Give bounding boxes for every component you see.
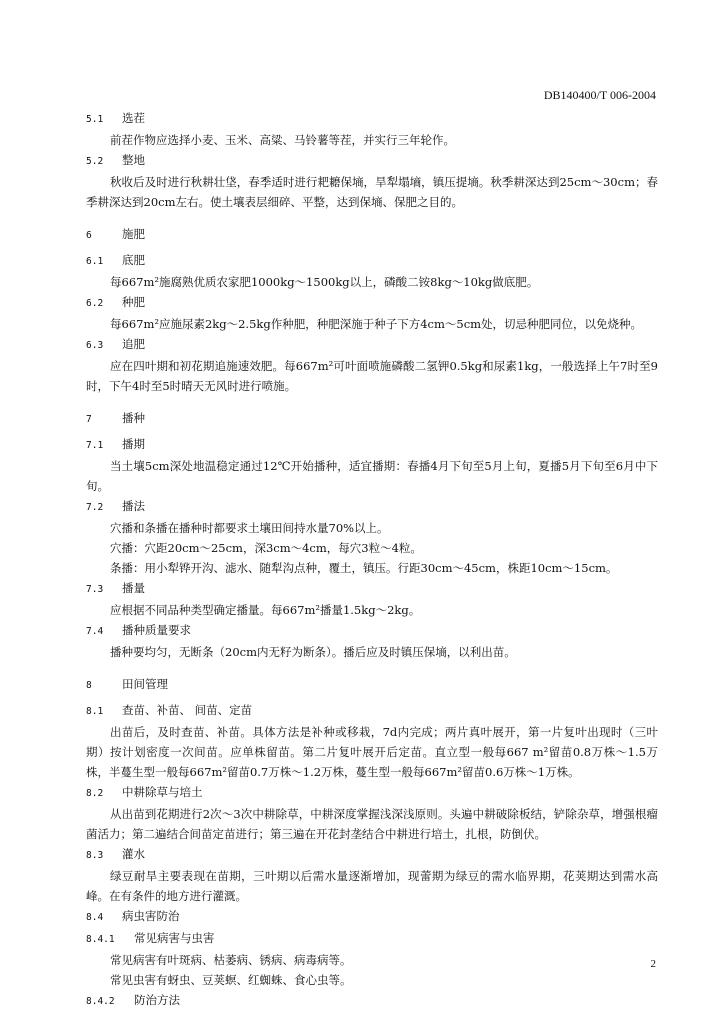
section-number: 7.3 xyxy=(86,584,104,595)
section-heading xyxy=(86,250,658,272)
paragraph: 应根据不同品种类型确定播量。每667m²播量1.5kg～2kg。 xyxy=(110,603,421,617)
section xyxy=(86,496,658,578)
section-number: 8.4.2 xyxy=(86,996,115,1007)
section xyxy=(86,150,658,212)
paragraph: 秋收后及时进行秋耕壮垡，春季适时进行耙耱保墒，旱犁塌墒，镇压提墒。秋季耕深达到25cm～30cm；春季耕深达到20cm左右。使土壤表层细碎、平整，达到保墒、保肥之目的。 xyxy=(86,175,658,209)
section xyxy=(86,292,658,334)
section-title: 追肥 xyxy=(122,337,145,351)
section xyxy=(86,408,658,430)
section-title: 查苗、补苗、 间苗、定苗 xyxy=(122,703,253,717)
paragraph: 当土壤5cm深处地温稳定通过12℃开始播种，适宜播期：春播4月下旬至5月上旬，夏播5月下旬至6月中下旬。 xyxy=(86,459,658,493)
section xyxy=(86,108,658,150)
section xyxy=(86,782,658,844)
section-heading xyxy=(86,108,658,130)
paragraph: 绿豆耐旱主要表现在苗期，三叶期以后需水量逐渐增加，现蕾期为绿豆的需水临界期，花荚期达到需水高峰。在有条件的地方进行灌溉。 xyxy=(86,869,658,903)
section-heading xyxy=(86,224,658,246)
section xyxy=(86,620,658,662)
section-heading xyxy=(86,334,658,356)
section-number: 6.3 xyxy=(86,340,104,351)
section-number: 7.4 xyxy=(86,626,104,637)
section-title: 施肥 xyxy=(122,227,145,241)
section-heading xyxy=(86,578,658,600)
section xyxy=(86,334,658,396)
paragraph: 应在四叶期和初花期追施速效肥。每667m²可叶面喷施磷酸二氢钾0.5kg和尿素1kg，一般选择上午7时至9时，下午4时至5时晴天无风时进行喷施。 xyxy=(86,359,658,393)
section-title: 田间管理 xyxy=(122,677,168,691)
section-number: 8.2 xyxy=(86,788,104,799)
paragraph: 前茬作物应选择小麦、玉米、高粱、马铃薯等茬，并实行三年轮作。 xyxy=(110,133,455,147)
section-title: 播种质量要求 xyxy=(122,623,191,637)
section xyxy=(86,700,658,782)
section-title: 播期 xyxy=(122,437,145,451)
section-title: 选茬 xyxy=(122,111,145,125)
section-title: 整地 xyxy=(122,153,145,167)
section-number: 6.1 xyxy=(86,256,104,267)
section-number: 5.2 xyxy=(86,156,104,167)
paragraph: 穴播和条播在播种时都要求土壤田间持水量70%以上。 xyxy=(110,521,389,535)
section-number: 8.1 xyxy=(86,706,104,717)
section-number: 6 xyxy=(86,230,92,241)
paragraph: 从出苗到花期进行2次～3次中耕除草，中耕深度掌握浅深浅原则。头遍中耕破除板结，铲除杂草，增强根瘤菌活力；第二遍结合间苗定苗进行；第三遍在开花封垄结合中耕进行培土，扎根，防倒伏。 xyxy=(86,807,658,841)
section-number: 8.4 xyxy=(86,912,104,923)
section-heading xyxy=(86,928,658,950)
section-number: 6.2 xyxy=(86,298,104,309)
section-heading xyxy=(86,150,658,172)
paragraph: 穴播：穴距20cm～25cm，深3cm～4cm，每穴3粒～4粒。 xyxy=(110,541,422,555)
page-number: 2 xyxy=(650,958,656,970)
section-number: 7.2 xyxy=(86,502,104,513)
section-title: 播量 xyxy=(122,581,145,595)
section-title: 病虫害防治 xyxy=(122,909,180,923)
section-heading xyxy=(86,496,658,518)
section-title: 种肥 xyxy=(122,295,145,309)
section xyxy=(86,928,658,990)
section-title: 底肥 xyxy=(122,253,145,267)
section-title: 常见病害与虫害 xyxy=(134,931,215,945)
section-title: 播种 xyxy=(122,411,145,425)
section xyxy=(86,224,658,246)
section-number: 7.1 xyxy=(86,440,104,451)
section-heading xyxy=(86,782,658,804)
section xyxy=(86,844,658,906)
section-number: 8 xyxy=(86,680,92,691)
section xyxy=(86,578,658,620)
section-title: 中耕除草与培土 xyxy=(122,785,203,799)
section-number: 8.3 xyxy=(86,850,104,861)
section-number: 5.1 xyxy=(86,114,104,125)
paragraph: 每667m²施腐熟优质农家肥1000kg～1500kg以上，磷酸二铵8kg～10kg做底肥。 xyxy=(110,275,539,289)
section-number: 7 xyxy=(86,414,92,425)
section-heading xyxy=(86,700,658,722)
section-heading xyxy=(86,292,658,314)
section-heading xyxy=(86,990,658,1012)
document-body xyxy=(86,108,658,1012)
section xyxy=(86,674,658,696)
document-id: DB140400/T 006-2004 xyxy=(543,88,656,102)
section-number: 8.4.1 xyxy=(86,934,115,945)
section-heading xyxy=(86,674,658,696)
paragraph: 常见病害有叶斑病、枯萎病、锈病、病毒病等。 xyxy=(110,953,352,967)
section-title: 播法 xyxy=(122,499,145,513)
section-title: 防治方法 xyxy=(134,993,180,1007)
paragraph: 常见虫害有蚜虫、豆荚螟、红蜘蛛、食心虫等。 xyxy=(110,973,352,987)
section-title: 灌水 xyxy=(122,847,145,861)
section xyxy=(86,990,658,1012)
section-heading xyxy=(86,620,658,642)
section-heading xyxy=(86,844,658,866)
section-heading xyxy=(86,434,658,456)
section xyxy=(86,434,658,496)
section xyxy=(86,906,658,928)
section-heading xyxy=(86,906,658,928)
paragraph: 出苗后，及时查苗、补苗。具体方法是补种或移栽，7d内完成；两片真叶展开，第一片复叶出现时（三叶期）按计划密度一次间苗。应单株留苗。第二片复叶展开后定苗。直立型一般每667 m²留苗0.8万株～1.5万株，半蔓生型一般每667m²留苗0.7万株～1.2万株，蔓生型一般每667m²留苗0.6万株～1万株。 xyxy=(86,725,658,779)
paragraph: 条播：用小犁铧开沟、滤水、随犁沟点种，覆土，镇压。行距30cm～45cm，株距10cm～15cm。 xyxy=(110,561,618,575)
paragraph: 播种要均匀，无断条（20cm内无籽为断条）。播后应及时镇压保墒，以利出苗。 xyxy=(110,645,516,659)
section xyxy=(86,250,658,292)
paragraph: 每667m²应施尿素2kg～2.5kg作种肥，种肥深施于种子下方4cm～5cm处，切忌种肥同位，以免烧种。 xyxy=(110,317,643,331)
section-heading xyxy=(86,408,658,430)
